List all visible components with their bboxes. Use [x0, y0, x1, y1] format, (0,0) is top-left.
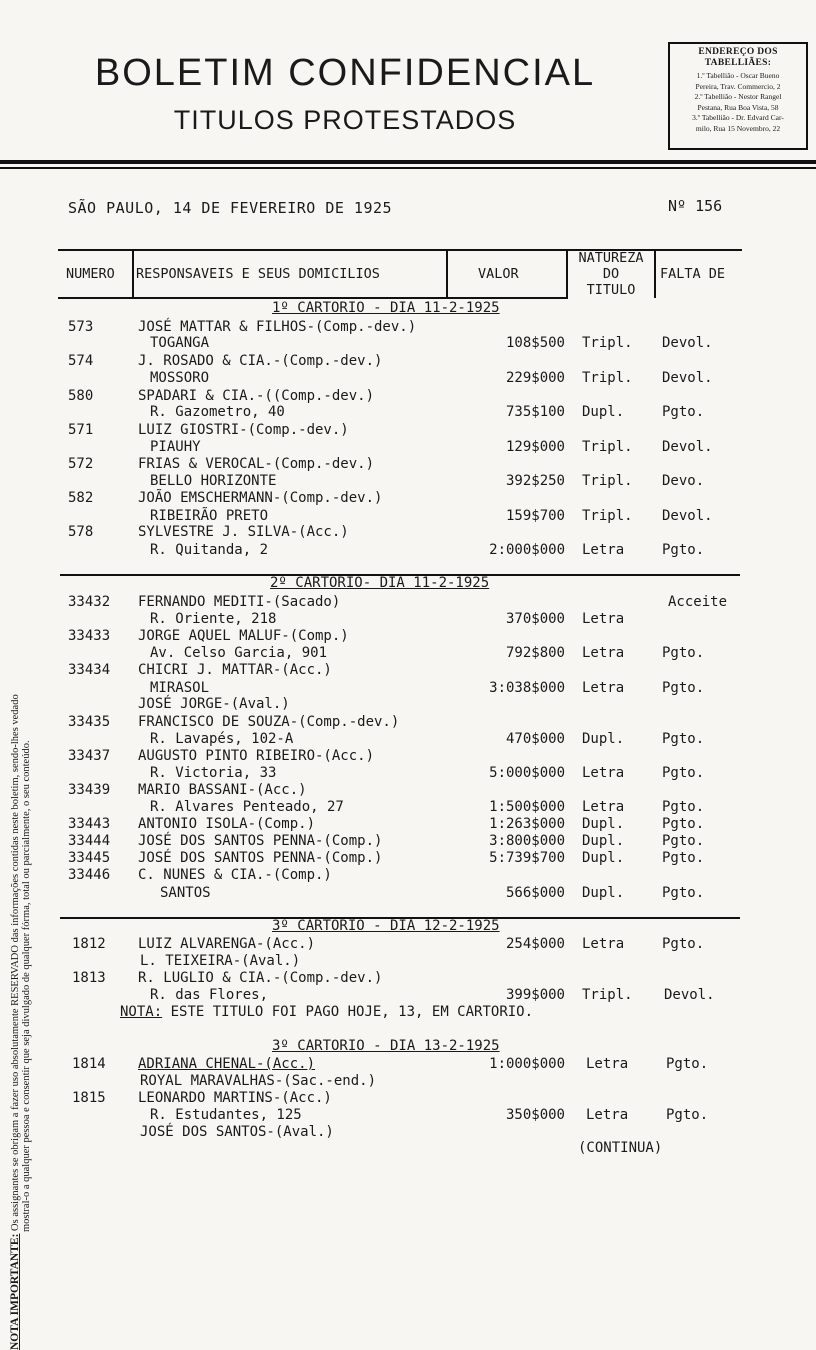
row-natureza: Dupl.: [582, 816, 625, 832]
row-falta: Devol.: [662, 439, 713, 455]
section-heading: 3º CARTORIO - DIA 13-2-1925: [272, 1038, 500, 1054]
section-heading: 3º CARTORIO - DIA 12-2-1925: [272, 918, 500, 934]
row-natureza: Letra: [586, 1107, 629, 1123]
row-numero: 572: [68, 456, 94, 472]
row-address: MIRASOL: [150, 680, 210, 696]
header-bottom-rule: [58, 297, 568, 299]
row-value: 2:000$000: [489, 542, 565, 558]
header-rule-thin: [0, 167, 816, 169]
row-numero: 571: [68, 422, 94, 438]
row-name: LUIZ GIOSTRI-(Comp.-dev.): [138, 422, 349, 438]
row-numero: 33432: [68, 594, 111, 610]
col-header-natureza: TITULO: [586, 282, 636, 298]
row-falta: Pgto.: [662, 885, 705, 901]
row-value: 159$700: [505, 508, 565, 524]
row-value: 735$100: [505, 404, 565, 420]
row-numero: 1814: [72, 1056, 106, 1072]
side-notice-label: NOTA IMPORTANTE:: [9, 1233, 21, 1350]
address-line: milo, Rua 15 Novembro, 22: [695, 123, 781, 133]
page-subtitle: TITULOS PROTESTADOS: [173, 105, 517, 135]
row-falta: Pgto.: [662, 645, 705, 661]
col-header-natureza: DO: [602, 266, 620, 282]
column-header: [58, 249, 742, 299]
row-natureza: Dupl.: [582, 833, 625, 849]
row-value: 254$000: [505, 936, 565, 952]
row-natureza: Tripl.: [582, 987, 633, 1003]
row-natureza: Tripl.: [582, 473, 633, 489]
row-natureza: Tripl.: [582, 370, 633, 386]
row-numero: 578: [68, 524, 94, 540]
row-value: 392$250: [505, 473, 565, 489]
row-value: 470$000: [505, 731, 565, 747]
section-heading: 1º CARTORIO - DIA 11-2-1925: [272, 300, 500, 316]
row-value: 5:000$000: [489, 765, 565, 781]
row-natureza: Dupl.: [582, 885, 625, 901]
row-numero: 33434: [68, 662, 111, 678]
row-natureza: Dupl.: [582, 731, 625, 747]
row-value: 3:800$000: [489, 833, 565, 849]
row-value: 1:263$000: [489, 816, 565, 832]
row-numero: 33433: [68, 628, 111, 644]
row-value: 370$000: [505, 611, 565, 627]
row-name: CHICRI J. MATTAR-(Acc.): [138, 662, 332, 678]
header-divider: [132, 249, 134, 298]
row-name: ADRIANA CHENAL-(Acc.): [138, 1056, 316, 1072]
row-value: 108$500: [505, 335, 565, 351]
row-numero: 33439: [68, 782, 111, 798]
side-notice: [0, 240, 32, 1350]
row-name: LUIZ ALVARENGA-(Acc.): [138, 936, 316, 952]
row-falta: Pgto.: [666, 1107, 709, 1123]
row-address: Av. Celso Garcia, 901: [150, 645, 328, 661]
row-value: 1:000$000: [489, 1056, 565, 1072]
row-value: 566$000: [505, 885, 565, 901]
row-natureza: Letra: [582, 645, 625, 661]
row-address: MOSSORO: [150, 370, 210, 386]
row-numero: 33446: [68, 867, 111, 883]
col-header-natureza: NATUREZA: [578, 250, 644, 266]
row-numero: 1812: [72, 936, 106, 952]
row-numero: 1815: [72, 1090, 106, 1106]
row-falta: Pgto.: [662, 850, 705, 866]
row-falta: Pgto.: [666, 1056, 709, 1072]
row-numero: 33445: [68, 850, 111, 866]
row-natureza: Tripl.: [582, 335, 633, 351]
address-line: Pereira, Trav. Commercio, 2: [695, 81, 781, 91]
issue-number: Nº 156: [668, 197, 723, 215]
row-name: SYLVESTRE J. SILVA-(Acc.): [138, 524, 349, 540]
row-falta: Pgto.: [662, 680, 705, 696]
nota-label: NOTA:: [120, 1004, 163, 1020]
row-falta: Acceite: [668, 594, 728, 610]
row-numero: 33435: [68, 714, 111, 730]
row-numero: 33443: [68, 816, 111, 832]
row-natureza: Letra: [582, 936, 625, 952]
address-box-title: ENDEREÇO DOS TABELLIÃES:: [698, 47, 778, 68]
side-notice-line1: Os assignantes se obrigam a fazer uso absolutamente RESERVADO das informações contidas neste boletim, sendo-lhes vedado: [10, 694, 21, 1231]
col-header-falta: FALTA DE: [660, 266, 726, 282]
row-natureza: Letra: [582, 680, 625, 696]
col-header-numero: NUMERO: [66, 266, 115, 282]
row-numero: 574: [68, 353, 94, 369]
row-name: JOÃO EMSCHERMANN-(Comp.-dev.): [138, 490, 383, 506]
row-guarantor: JOSÉ JORGE-(Aval.): [138, 696, 290, 712]
row-address: ROYAL MARAVALHAS-(Sac.-end.): [140, 1073, 377, 1089]
row-falta: Devol.: [662, 370, 713, 386]
row-name: LEONARDO MARTINS-(Acc.): [138, 1090, 332, 1106]
row-address: PIAUHY: [150, 439, 201, 455]
row-value: 5:739$700: [489, 850, 565, 866]
continua-label: (CONTINUA): [578, 1140, 663, 1156]
dateline: SÃO PAULO, 14 DE FEVEREIRO DE 1925: [68, 199, 393, 217]
header-divider: [446, 249, 448, 298]
row-falta: Pgto.: [662, 404, 705, 420]
row-name: MARIO BASSANI-(Acc.): [138, 782, 307, 798]
row-numero: 582: [68, 490, 94, 506]
row-natureza: Letra: [586, 1056, 629, 1072]
row-falta: Devol.: [662, 508, 713, 524]
address-line: 3.º Tabellião - Dr. Edvard Car-: [692, 113, 784, 122]
row-value: 792$800: [505, 645, 565, 661]
row-address: R. Victoria, 33: [150, 765, 277, 781]
row-falta: Pgto.: [662, 765, 705, 781]
row-natureza: Tripl.: [582, 508, 633, 524]
row-address: R. Oriente, 218: [150, 611, 277, 627]
row-name: JOSÉ DOS SANTOS PENNA-(Comp.): [138, 850, 383, 866]
row-address: SANTOS: [160, 885, 211, 901]
row-address: R. das Flores,: [150, 987, 269, 1003]
row-numero: 1813: [72, 970, 106, 986]
row-value: 350$000: [505, 1107, 565, 1123]
address-line: Pestana, Rua Boa Vista, 58: [697, 102, 779, 112]
side-notice-text: [10, 480, 32, 1350]
header-divider: [654, 249, 656, 298]
row-value: 3:038$000: [489, 680, 565, 696]
row-address: R. Gazometro, 40: [150, 404, 285, 420]
row-falta: Pgto.: [662, 542, 705, 558]
row-name: AUGUSTO PINTO RIBEIRO-(Acc.): [138, 748, 375, 764]
section-heading: 2º CARTORIO- DIA 11-2-1925: [270, 575, 490, 591]
row-name: FRIAS & VEROCAL-(Comp.-dev.): [138, 456, 375, 472]
row-falta: Pgto.: [662, 816, 705, 832]
row-natureza: Letra: [582, 799, 625, 815]
header-rule-thick: [0, 160, 816, 164]
row-numero: 33437: [68, 748, 111, 764]
row-name: C. NUNES & CIA.-(Comp.): [138, 867, 332, 883]
row-falta: Devol.: [662, 335, 713, 351]
page-title: BOLETIM CONFIDENCIAL: [94, 52, 596, 94]
row-address: BELLO HORIZONTE: [150, 473, 277, 489]
row-falta: Pgto.: [662, 799, 705, 815]
row-natureza: Dupl.: [582, 404, 625, 420]
address-box: [668, 42, 808, 150]
row-name: FERNANDO MEDITI-(Sacado): [138, 594, 341, 610]
row-address: R. Lavapés, 102-A: [150, 731, 294, 747]
address-line: 1.º Tabellião - Oscar Bueno: [696, 71, 780, 80]
row-name: JOSÉ DOS SANTOS PENNA-(Comp.): [138, 833, 383, 849]
row-falta: Pgto.: [662, 731, 705, 747]
row-name: R. LUGLIO & CIA.-(Comp.-dev.): [138, 970, 383, 986]
row-name: J. ROSADO & CIA.-(Comp.-dev.): [138, 353, 383, 369]
row-value: 229$000: [505, 370, 565, 386]
row-value: 399$000: [505, 987, 565, 1003]
row-name: SPADARI & CIA.-((Comp.-dev.): [138, 388, 375, 404]
row-numero: 33444: [68, 833, 111, 849]
col-header-responsaveis: RESPONSAVEIS E SEUS DOMICILIOS: [136, 266, 380, 282]
nota-text: ESTE TITULO FOI PAGO HOJE, 13, EM CARTORIO.: [170, 1004, 534, 1020]
row-address: R. Alvares Penteado, 27: [150, 799, 344, 815]
row-falta: Devol.: [664, 987, 715, 1003]
row-value: 1:500$000: [489, 799, 565, 815]
row-name: FRANCISCO DE SOUZA-(Comp.-dev.): [138, 714, 400, 730]
row-natureza: Letra: [582, 611, 625, 627]
nota: [120, 1004, 533, 1020]
row-address: TOGANGA: [150, 335, 210, 351]
row-numero: 580: [68, 388, 94, 404]
row-name: ANTONIO ISOLA-(Comp.): [138, 816, 316, 832]
row-falta: Pgto.: [662, 833, 705, 849]
row-numero: 573: [68, 319, 94, 335]
row-name: JOSÉ MATTAR & FILHOS-(Comp.-dev.): [138, 319, 417, 335]
row-address: R. Estudantes, 125: [150, 1107, 302, 1123]
side-notice-line2: mostral-o a qualquer pessoa e consentir que seja divulgado de qualquer fórma, total ou parcialmente, o seu conteúdo.: [21, 740, 32, 1232]
address-line: 2.º Tabellião - Nestor Rangel: [694, 92, 782, 101]
row-falta: Devo.: [662, 473, 705, 489]
row-address: L. TEIXEIRA-(Aval.): [140, 953, 301, 969]
row-address: R. Quitanda, 2: [150, 542, 269, 558]
row-value: 129$000: [505, 439, 565, 455]
col-header-valor: VALOR: [478, 266, 519, 282]
row-falta: Pgto.: [662, 936, 705, 952]
row-natureza: Letra: [582, 542, 625, 558]
row-natureza: Letra: [582, 765, 625, 781]
row-address: RIBEIRÃO PRETO: [150, 508, 269, 524]
row-name: JORGE AQUEL MALUF-(Comp.): [138, 628, 349, 644]
row-guarantor: JOSÉ DOS SANTOS-(Aval.): [140, 1124, 334, 1140]
row-natureza: Dupl.: [582, 850, 625, 866]
row-natureza: Tripl.: [582, 439, 633, 455]
